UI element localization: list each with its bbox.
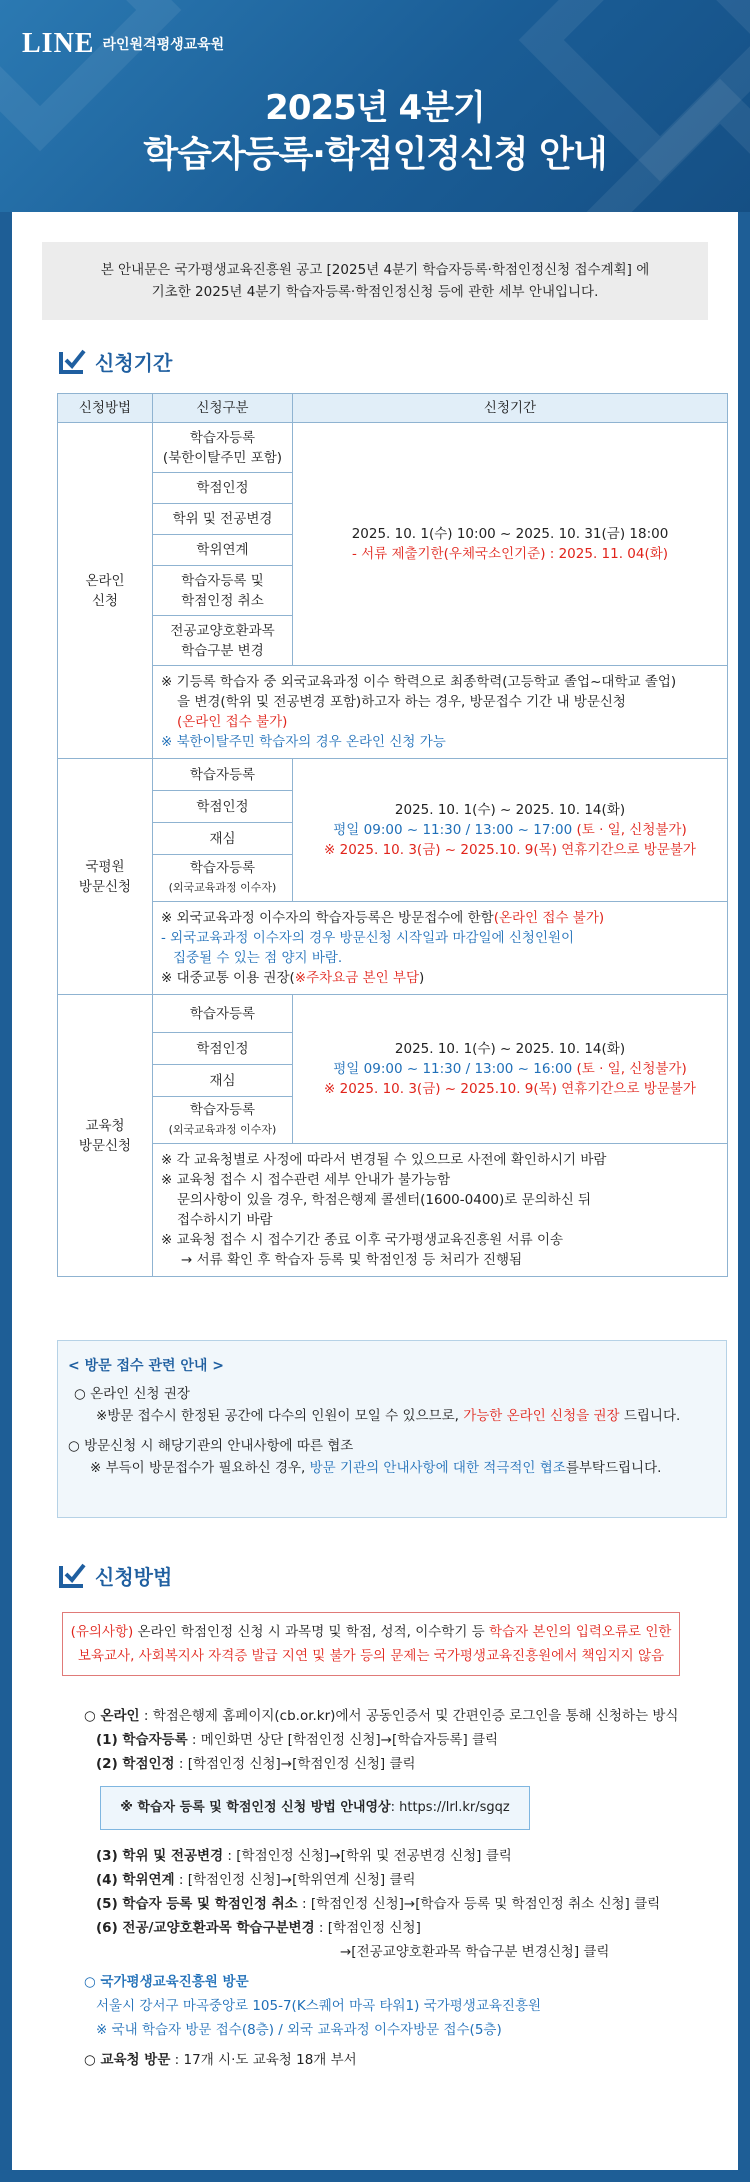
note-cell [153, 666, 728, 759]
method-label: 교육청 [85, 1117, 125, 1134]
hours-text: 평일 09:00 ~ 11:30 / 13:00 ~ 17:00 [333, 822, 577, 838]
note-line: 집중될 수 있는 점 양지 바람. [173, 950, 343, 966]
desc-text: 드립니다. [619, 1408, 681, 1424]
logo[interactable] [22, 28, 224, 60]
step-desc: : [학점인정 신청] [314, 1920, 421, 1936]
visit-item-desc [68, 1405, 716, 1427]
method-label: 온라인 [85, 572, 125, 589]
item-label: ○ 온라인 [84, 1708, 140, 1724]
type-cell [153, 1097, 293, 1144]
note-text: ※ 외국교육과정 이수자의 학습자등록은 방문접수에 한함 [161, 910, 494, 926]
note-line: ※ 각 교육청별로 사정에 따라서 변경될 수 있으므로 사전에 확인하시기 바람 [161, 1152, 607, 1168]
type-sublabel: (외국교육과정 이수자) [168, 1123, 277, 1136]
column-header: 신청구분 [153, 394, 293, 423]
period-cell [293, 759, 728, 902]
note-line: - 외국교육과정 이수자의 경우 방문신청 시작일과 마감일에 신청인원이 [161, 930, 575, 946]
step-label: (5) 학습자 등록 및 학점인정 취소 [96, 1896, 298, 1912]
type-label: 학점인정 취소 [181, 592, 264, 609]
logo-org-name: 라인원격평생교육원 [102, 37, 225, 53]
content-panel [12, 212, 738, 2170]
step-desc: : [학점인정 신청]→[학점인정 신청] 클릭 [174, 1756, 416, 1772]
desc-highlight: 가능한 온라인 신청을 권장 [463, 1408, 620, 1424]
step-desc: : [학점인정 신청]→[학위 및 전공변경 신청] 클릭 [223, 1848, 512, 1864]
visit-guide-title: < 방문 접수 관련 안내 > [68, 1358, 225, 1374]
check-box-icon [57, 346, 87, 376]
caution-box [62, 1612, 680, 1676]
step-item [84, 1868, 714, 1892]
note-text: ※주차요금 본인 부담 [294, 970, 420, 986]
method-label: 방문신청 [78, 1137, 132, 1154]
item-desc: : 17개 시·도 교육청 18개 부서 [170, 2052, 357, 2068]
type-label: 학습자등록 [189, 1102, 256, 1118]
table-row [58, 759, 728, 791]
note-line: ※ 기등록 학습자 중 외국교육과정 이수 학력으로 최종학력(고등학교 졸업~대학교 졸업) [161, 674, 677, 690]
desc-text: ※ 부득이 방문접수가 필요하신 경우, [90, 1460, 310, 1476]
note-cell [153, 1144, 728, 1277]
step-label: (1) 학습자등록 [96, 1732, 188, 1748]
note-line: 을 변경(학위 및 전공변경 포함)하고자 하는 경우, 방문접수 기간 내 방문신청 [177, 694, 626, 710]
page-title-line2: 학습자등록·학점인정신청 안내 [143, 134, 607, 175]
visit-item: ○ 온라인 신청 권장 [74, 1386, 190, 1402]
method-online [58, 423, 153, 759]
column-header: 신청기간 [293, 394, 728, 423]
step-desc: : 메인화면 상단 [학점인정 신청]→[학습자등록] 클릭 [187, 1732, 499, 1748]
table-row [58, 1144, 728, 1277]
hours-text: 평일 09:00 ~ 11:30 / 13:00 ~ 16:00 [333, 1061, 577, 1077]
type-label: 전공교양호환과목 [170, 622, 275, 639]
type-cell: 학점인정 [153, 473, 293, 504]
method-edu-visit [58, 995, 153, 1277]
step-label: (4) 학위연계 [96, 1872, 175, 1888]
header-banner [0, 0, 750, 212]
step-item [84, 1752, 714, 1776]
guide-label: ※ 학습자 등록 및 학점인정 신청 방법 안내영상 [120, 1800, 391, 1815]
note-text: ※ 대중교통 이용 권장( [161, 970, 295, 986]
method-label: 신청 [91, 592, 119, 609]
type-cell: 학위연계 [153, 535, 293, 566]
method-label: 국평원 [85, 858, 125, 875]
weekend-text: (토 · 일, 신청불가) [576, 1061, 687, 1077]
section-heading-period [57, 346, 172, 376]
type-cell: 학습자등록 [153, 995, 293, 1033]
period-text: 2025. 10. 1(수) ~ 2025. 10. 14(화) [394, 1041, 626, 1057]
weekend-text: (토 · 일, 신청불가) [576, 822, 687, 838]
table-row [58, 902, 728, 995]
note-line: 접수하시기 바람 [177, 1212, 273, 1228]
step-item [84, 1916, 714, 1940]
table-row [58, 995, 728, 1033]
type-cell: 학습자등록 [153, 759, 293, 791]
section-title: 신청기간 [95, 350, 173, 375]
caution-label: (유의사항) [70, 1624, 134, 1640]
step-label: (3) 학위 및 전공변경 [96, 1848, 224, 1864]
method-edu-item [84, 2048, 714, 2072]
note-cell [153, 902, 728, 995]
note-line: ※ 교육청 접수 시 접수관련 세부 안내가 불가능함 [161, 1172, 451, 1188]
section-title: 신청방법 [95, 1564, 173, 1589]
guide-url-link[interactable]: : https://lrl.kr/sgqz [390, 1800, 510, 1815]
note-line: ※ 교육청 접수 시 접수기간 종료 이후 국가평생교육진흥원 서류 이송 [161, 1232, 564, 1248]
note-line: 문의사항이 있을 경우, 학점은행제 콜센터(1600-0400)로 문의하신 뒤 [177, 1192, 592, 1208]
type-cell: 학위 및 전공변경 [153, 504, 293, 535]
guide-video-box[interactable] [100, 1786, 530, 1830]
step-desc: : [학점인정 신청]→[학습자 등록 및 학점인정 취소 신청] 클릭 [297, 1896, 661, 1912]
desc-text: 를부탁드립니다. [565, 1460, 662, 1476]
step-item [84, 1844, 714, 1868]
caution-text: 보육교사, 사회복지사 자격증 발급 지연 및 불가 등의 문제는 국가평생교육진흥원에서 책임지지 않음 [77, 1648, 665, 1664]
type-label: 학습자등록 [189, 429, 256, 446]
page-title-line1: 2025년 4분기 [265, 88, 485, 128]
caution-text: 온라인 학점인정 신청 시 과목명 및 학점, 성적, 이수학기 등 [133, 1624, 489, 1640]
column-header: 신청방법 [58, 394, 153, 423]
note-text: (온라인 접수 불가) [493, 910, 605, 926]
nile-address: 서울시 강서구 마곡중앙로 105-7(K스퀘어 마곡 타워1) 국가평생교육진흥원 [96, 1998, 542, 2014]
step-label: (6) 전공/교양호환과목 학습구분변경 [96, 1920, 315, 1936]
type-cell: 학점인정 [153, 791, 293, 823]
check-box-icon [57, 1560, 87, 1590]
holiday-text: ※ 2025. 10. 3(금) ~ 2025.10. 9(목) 연휴기간으로 방문불가 [324, 1081, 696, 1097]
type-label: 학습자등록 [189, 860, 256, 876]
method-online-item [84, 1704, 714, 1728]
type-cell: 재심 [153, 823, 293, 855]
item-label: ○ 교육청 방문 [84, 2052, 171, 2068]
type-sublabel: (외국교육과정 이수자) [168, 881, 277, 894]
intro-box [42, 242, 708, 320]
period-cell [293, 423, 728, 666]
type-label: 학습자등록 및 [181, 572, 264, 589]
type-cell [153, 566, 293, 616]
intro-line: 본 안내문은 국가평생교육진흥원 공고 [2025년 4분기 학습자등록·학점인정신청 접수계획] 에 [100, 262, 650, 278]
note-line: → 서류 확인 후 학습자 등록 및 학점인정 등 처리가 진행됨 [181, 1252, 523, 1268]
note-line: ※ 북한이탈주민 학습자의 경우 온라인 신청 가능 [161, 734, 446, 750]
item-desc: : 학점은행제 홈페이지(cb.or.kr)에서 공동인증서 및 간편인증 로그인을 통해 신청하는 방식 [139, 1708, 679, 1724]
table-row [58, 666, 728, 759]
note-text: ) [419, 970, 425, 986]
apply-method-list [84, 1704, 714, 2072]
step-item [84, 1728, 714, 1752]
type-sublabel: (북한이탈주민 포함) [162, 449, 283, 466]
section-heading-method [57, 1560, 172, 1590]
visit-item-desc [68, 1457, 716, 1479]
desc-text: ※방문 접수시 한정된 공간에 다수의 인원이 모일 수 있으므로, [96, 1408, 464, 1424]
period-cell [293, 995, 728, 1144]
type-label: 학습구분 변경 [181, 642, 264, 659]
visit-item: ○ 방문신청 시 해당기관의 안내사항에 따른 협조 [68, 1438, 354, 1454]
schedule-table [57, 393, 728, 1277]
step-desc: : [학점인정 신청]→[학위연계 신청] 클릭 [174, 1872, 416, 1888]
holiday-text: ※ 2025. 10. 3(금) ~ 2025.10. 9(목) 연휴기간으로 방문불가 [324, 842, 696, 858]
type-cell [153, 423, 293, 473]
step-item [84, 1892, 714, 1916]
desc-highlight: 방문 기관의 안내사항에 대한 적극적인 협조 [309, 1460, 566, 1476]
note-line: (온라인 접수 불가) [177, 714, 288, 730]
nile-floor-note: ※ 국내 학습자 방문 접수(8층) / 외국 교육과정 이수자방문 접수(5층) [96, 2022, 502, 2038]
deadline-text: - 서류 제출기한(우체국소인기준) : 2025. 11. 04(화) [351, 546, 669, 562]
type-cell: 재심 [153, 1065, 293, 1097]
intro-line: 기초한 2025년 4분기 학습자등록·학점인정신청 등에 관한 세부 안내입니다. [151, 284, 599, 300]
type-cell: 학점인정 [153, 1033, 293, 1065]
method-nile-visit [58, 759, 153, 995]
logo-brand: LINE [22, 28, 95, 59]
type-cell [153, 616, 293, 666]
table-row [58, 423, 728, 473]
method-nile-item: ○ 국가평생교육진흥원 방문 [84, 1974, 249, 1990]
step-desc-cont: →[전공교양호환과목 학습구분 변경신청] 클릭 [340, 1944, 610, 1960]
period-text: 2025. 10. 1(수) ~ 2025. 10. 14(화) [394, 802, 626, 818]
step-label: (2) 학점인정 [96, 1756, 175, 1772]
visit-guide-box [57, 1340, 727, 1518]
caution-highlight: 학습자 본인의 입력오류로 인한 [489, 1624, 672, 1640]
type-cell [153, 855, 293, 902]
period-text: 2025. 10. 1(수) 10:00 ~ 2025. 10. 31(금) 18:00 [351, 526, 669, 542]
method-label: 방문신청 [78, 878, 132, 895]
table-header-row [58, 394, 728, 423]
